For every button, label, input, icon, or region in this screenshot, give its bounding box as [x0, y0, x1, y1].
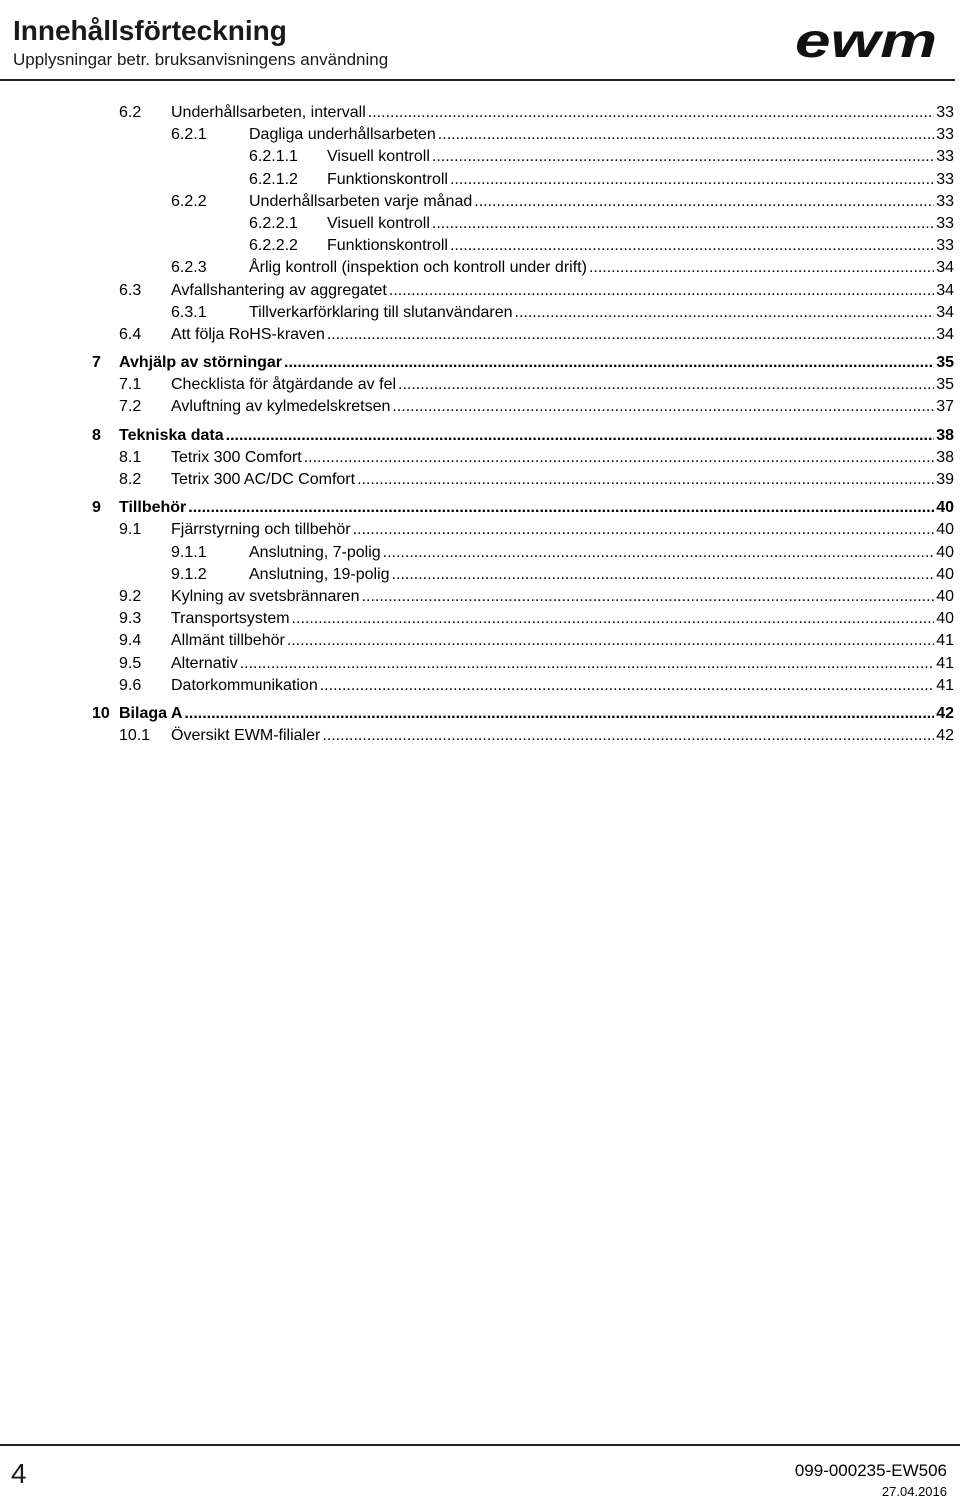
toc-title: Anslutning, 19-polig — [249, 565, 390, 583]
toc-title: Översikt EWM-filialer — [171, 727, 321, 745]
toc-leader-dots — [353, 519, 935, 541]
table-of-contents — [0, 102, 960, 747]
toc-leader-dots — [322, 725, 934, 747]
footer-document-number: 099-000235-EW506 — [794, 1461, 947, 1480]
toc-leader-dots — [284, 352, 934, 374]
toc-title: Alternativ — [171, 654, 238, 672]
toc-leader-dots — [327, 324, 934, 346]
toc-row[interactable] — [0, 213, 960, 235]
toc-page-number: 39 — [936, 471, 954, 488]
toc-number: 9.5 — [119, 654, 142, 672]
toc-chapter-row[interactable] — [0, 425, 960, 447]
footer-date: 27.04.2016 — [881, 1484, 947, 1499]
toc-leader-dots — [362, 586, 935, 608]
toc-number: 6.2.1 — [171, 126, 207, 144]
toc-number: 8 — [92, 426, 101, 444]
ewm-logo — [793, 17, 939, 61]
toc-number: 10 — [92, 704, 110, 722]
toc-number: 6.2.2.1 — [249, 214, 298, 232]
toc-title: Underhållsarbeten varje månad — [249, 192, 473, 210]
toc-number: 6.3.1 — [171, 303, 207, 321]
toc-leader-dots — [383, 542, 935, 564]
footer-page-number: 4 — [11, 1458, 27, 1489]
toc-title: Avfallshantering av aggregatet — [171, 281, 387, 299]
toc-number: 8.1 — [119, 448, 142, 466]
toc-page-number: 33 — [936, 237, 954, 255]
toc-page-number: 38 — [936, 426, 954, 444]
toc-chapter-row[interactable] — [0, 352, 960, 374]
logo-wordmark: ewm — [795, 17, 937, 61]
footer-rule — [0, 1444, 960, 1446]
toc-row[interactable] — [0, 191, 960, 213]
toc-leader-dots — [398, 374, 934, 396]
toc-page-number: 42 — [936, 704, 954, 722]
toc-title: Funktionskontroll — [327, 237, 448, 255]
toc-leader-dots — [287, 630, 934, 652]
toc-row[interactable] — [0, 169, 960, 191]
toc-title: Tetrix 300 Comfort — [171, 448, 302, 466]
toc-row[interactable] — [0, 630, 960, 652]
toc-leader-dots — [438, 124, 934, 146]
toc-leader-dots — [474, 191, 934, 213]
toc-title: Allmänt tillbehör — [171, 632, 285, 650]
toc-title: Fjärrstyrning och tillbehör — [171, 521, 351, 539]
toc-row[interactable] — [0, 124, 960, 146]
toc-leader-dots — [515, 302, 935, 324]
toc-title: Underhållsarbeten, intervall — [171, 104, 366, 121]
toc-title: Avluftning av kylmedelskretsen — [171, 398, 391, 416]
toc-row[interactable] — [0, 102, 960, 124]
toc-title: Avhjälp av störningar — [119, 354, 282, 372]
toc-number: 9.4 — [119, 632, 142, 650]
toc-row[interactable] — [0, 519, 960, 541]
toc-leader-dots — [392, 564, 935, 586]
toc-title: Årlig kontroll (inspektion och kontroll under drift) — [249, 259, 587, 277]
toc-title: Datorkommunikation — [171, 676, 318, 694]
toc-row[interactable] — [0, 324, 960, 346]
toc-page-number: 40 — [936, 499, 954, 517]
toc-page-number: 37 — [936, 398, 954, 416]
toc-number: 6.2.3 — [171, 259, 207, 277]
toc-leader-dots — [392, 396, 934, 418]
toc-page-number: 34 — [936, 325, 954, 343]
toc-page-number: 35 — [936, 354, 954, 372]
toc-row[interactable] — [0, 653, 960, 675]
toc-leader-dots — [368, 102, 934, 124]
toc-page-number: 33 — [936, 104, 954, 121]
toc-row[interactable] — [0, 675, 960, 697]
toc-number: 7.1 — [119, 376, 142, 394]
toc-number: 9.2 — [119, 587, 142, 605]
toc-title: Transportsystem — [171, 610, 290, 628]
toc-page-number: 34 — [936, 303, 954, 321]
toc-page-number: 34 — [936, 259, 954, 277]
toc-number: 6.2.2.2 — [249, 237, 298, 255]
toc-number: 6.2 — [119, 104, 142, 121]
toc-title: Dagliga underhållsarbeten — [249, 126, 436, 144]
toc-chapter-row[interactable] — [0, 703, 960, 725]
toc-title: Visuell kontroll — [327, 148, 430, 166]
toc-leader-dots — [320, 675, 934, 697]
toc-row[interactable] — [0, 586, 960, 608]
page-title: Innehållsförteckning — [13, 15, 287, 46]
toc-page-number: 35 — [936, 376, 954, 394]
toc-page-number: 42 — [936, 727, 954, 745]
header-rule — [0, 79, 955, 81]
toc-leader-dots — [304, 447, 934, 469]
toc-title: Funktionskontroll — [327, 170, 448, 188]
toc-leader-dots — [292, 608, 935, 630]
toc-page-number: 34 — [936, 281, 954, 299]
toc-row[interactable] — [0, 146, 960, 168]
toc-page-number: 41 — [936, 676, 954, 694]
toc-title: Tillbehör — [119, 499, 187, 517]
toc-title: Att följa RoHS-kraven — [171, 325, 325, 343]
toc-number: 10.1 — [119, 727, 151, 745]
toc-row[interactable] — [0, 447, 960, 469]
toc-title: Visuell kontroll — [327, 214, 430, 232]
toc-number: 9.6 — [119, 676, 142, 694]
toc-number: 6.2.1.2 — [249, 170, 298, 188]
toc-row[interactable] — [0, 469, 960, 491]
toc-page-number: 41 — [936, 654, 954, 672]
toc-number: 7 — [92, 354, 101, 372]
toc-number: 6.2.2 — [171, 192, 207, 210]
toc-page-number: 40 — [936, 610, 954, 628]
toc-row[interactable] — [0, 725, 960, 747]
toc-number: 9 — [92, 499, 101, 517]
toc-row[interactable] — [0, 257, 960, 279]
toc-page-number: 33 — [936, 170, 954, 188]
toc-page-number: 40 — [936, 565, 954, 583]
toc-leader-dots — [184, 703, 934, 725]
toc-row[interactable] — [0, 608, 960, 630]
toc-leader-dots — [589, 257, 934, 279]
toc-leader-dots — [389, 280, 934, 302]
toc-number: 6.4 — [119, 325, 142, 343]
toc-leader-dots — [432, 146, 934, 168]
toc-leader-dots — [450, 169, 934, 191]
toc-page-number: 33 — [936, 148, 954, 166]
toc-page-number: 33 — [936, 214, 954, 232]
toc-number: 9.1.1 — [171, 543, 207, 561]
toc-title: Tekniska data — [119, 426, 224, 444]
toc-row[interactable] — [0, 564, 960, 586]
toc-title: Tillverkarförklaring till slutanvändaren — [249, 303, 513, 321]
toc-leader-dots — [188, 497, 934, 519]
toc-page-number: 41 — [936, 632, 954, 650]
page-subtitle: Upplysningar betr. bruksanvisningens användning — [13, 50, 389, 69]
toc-page-number: 40 — [936, 543, 954, 561]
toc-row[interactable] — [0, 280, 960, 302]
toc-title: Kylning av svetsbrännaren — [171, 587, 360, 605]
toc-number: 7.2 — [119, 398, 142, 416]
toc-page-number: 33 — [936, 126, 954, 144]
toc-number: 6.2.1.1 — [249, 148, 298, 166]
toc-chapter-row[interactable] — [0, 497, 960, 519]
toc-title: Tetrix 300 AC/DC Comfort — [171, 471, 356, 488]
toc-leader-dots — [226, 425, 935, 447]
toc-leader-dots — [450, 235, 934, 257]
toc-row[interactable] — [0, 235, 960, 257]
toc-leader-dots — [357, 469, 934, 491]
toc-number: 9.3 — [119, 610, 142, 628]
toc-page-number: 38 — [936, 448, 954, 466]
toc-title: Checklista för åtgärdande av fel — [171, 376, 397, 394]
toc-row[interactable] — [0, 542, 960, 564]
toc-number: 9.1 — [119, 521, 142, 539]
toc-row[interactable] — [0, 302, 960, 324]
toc-title: Anslutning, 7-polig — [249, 543, 381, 561]
toc-number: 9.1.2 — [171, 565, 207, 583]
toc-page-number: 40 — [936, 521, 954, 539]
toc-number: 8.2 — [119, 471, 142, 488]
toc-row[interactable] — [0, 396, 960, 418]
toc-number: 6.3 — [119, 281, 142, 299]
toc-title: Bilaga A — [119, 704, 183, 722]
toc-page-number: 40 — [936, 587, 954, 605]
toc-leader-dots — [240, 653, 935, 675]
toc-leader-dots — [432, 213, 934, 235]
toc-page-number: 33 — [936, 192, 954, 210]
toc-row[interactable] — [0, 374, 960, 396]
